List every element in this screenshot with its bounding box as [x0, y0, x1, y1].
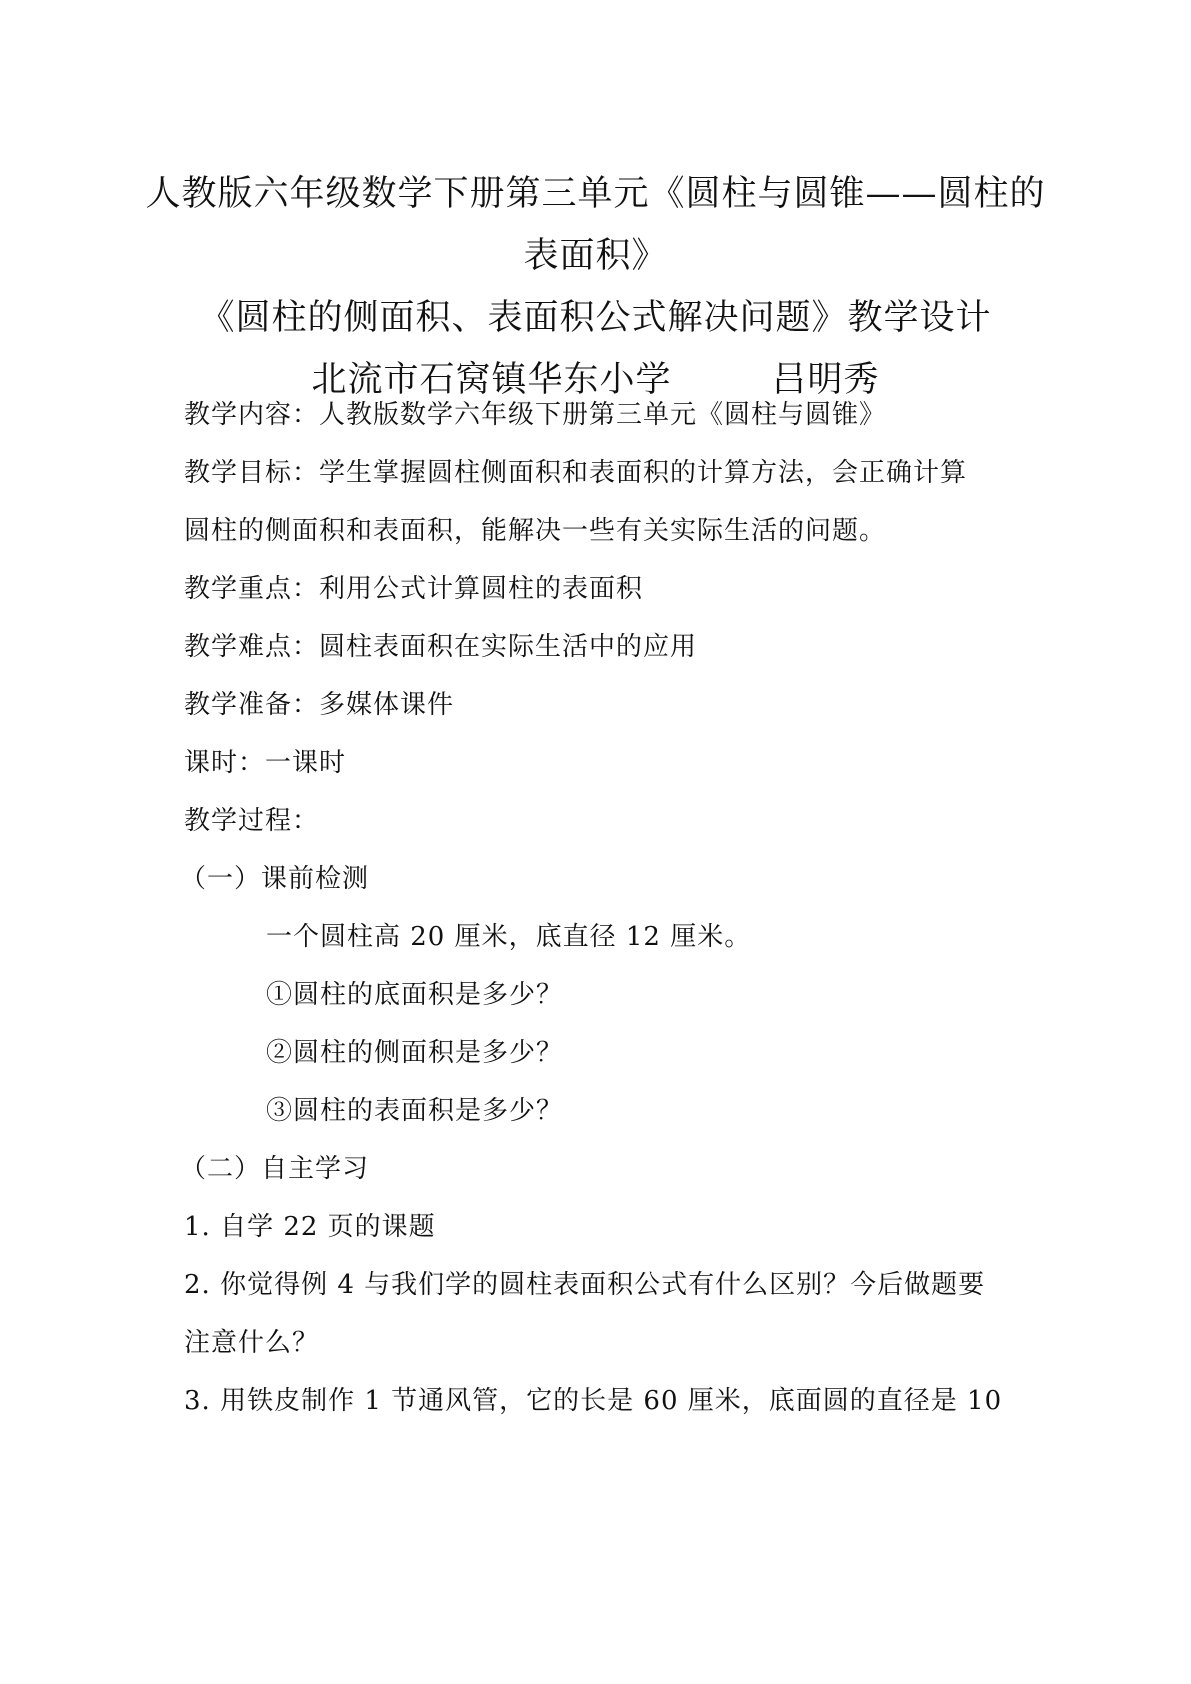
section-1-question-2: ②圆柱的侧面积是多少？ — [266, 1038, 564, 1068]
teaching-content: 教学内容：人教版数学六年级下册第三单元《圆柱与圆锥》 — [184, 400, 887, 430]
list-item-2-line-2: 注意什么？ — [184, 1328, 320, 1358]
subtitle: 《圆柱的侧面积、表面积公式解决问题》教学设计 — [199, 298, 992, 338]
teaching-goal-line-2: 圆柱的侧面积和表面积，能解决一些有关实际生活的问题。 — [184, 516, 887, 546]
section-1-question-3: ③圆柱的表面积是多少？ — [266, 1096, 564, 1126]
section-1-question: 一个圆柱高 20 厘米，底直径 12 厘米。 — [266, 922, 752, 952]
class-period: 课时：一课时 — [184, 748, 347, 778]
section-1-heading: （一）课前检测 — [180, 864, 370, 894]
list-item-2-line-1: 2. 你觉得例 4 与我们学的圆柱表面积公式有什么区别？今后做题要 — [184, 1270, 986, 1300]
teaching-process: 教学过程： — [184, 806, 320, 836]
list-item-3: 3. 用铁皮制作 1 节通风管，它的长是 60 厘米，底面圆的直径是 10 — [184, 1386, 1003, 1416]
teaching-preparation: 教学准备：多媒体课件 — [184, 690, 455, 720]
section-2-heading: （二）自主学习 — [180, 1154, 370, 1184]
title-line-1: 人教版六年级数学下册第三单元《圆柱与圆锥——圆柱的 — [145, 174, 1046, 214]
list-item-1: 1. 自学 22 页的课题 — [184, 1212, 436, 1242]
teaching-difficulty: 教学难点：圆柱表面积在实际生活中的应用 — [184, 632, 698, 662]
section-1-question-1: ①圆柱的底面积是多少？ — [266, 980, 564, 1010]
teaching-goal-line-1: 教学目标：学生掌握圆柱侧面积和表面积的计算方法，会正确计算 — [184, 458, 968, 488]
teaching-key-point: 教学重点：利用公式计算圆柱的表面积 — [184, 574, 644, 604]
title-line-2: 表面积》 — [523, 236, 668, 276]
author-name: 吕明秀 — [771, 360, 880, 400]
school-name: 北流市石窝镇华东小学 — [311, 360, 672, 400]
